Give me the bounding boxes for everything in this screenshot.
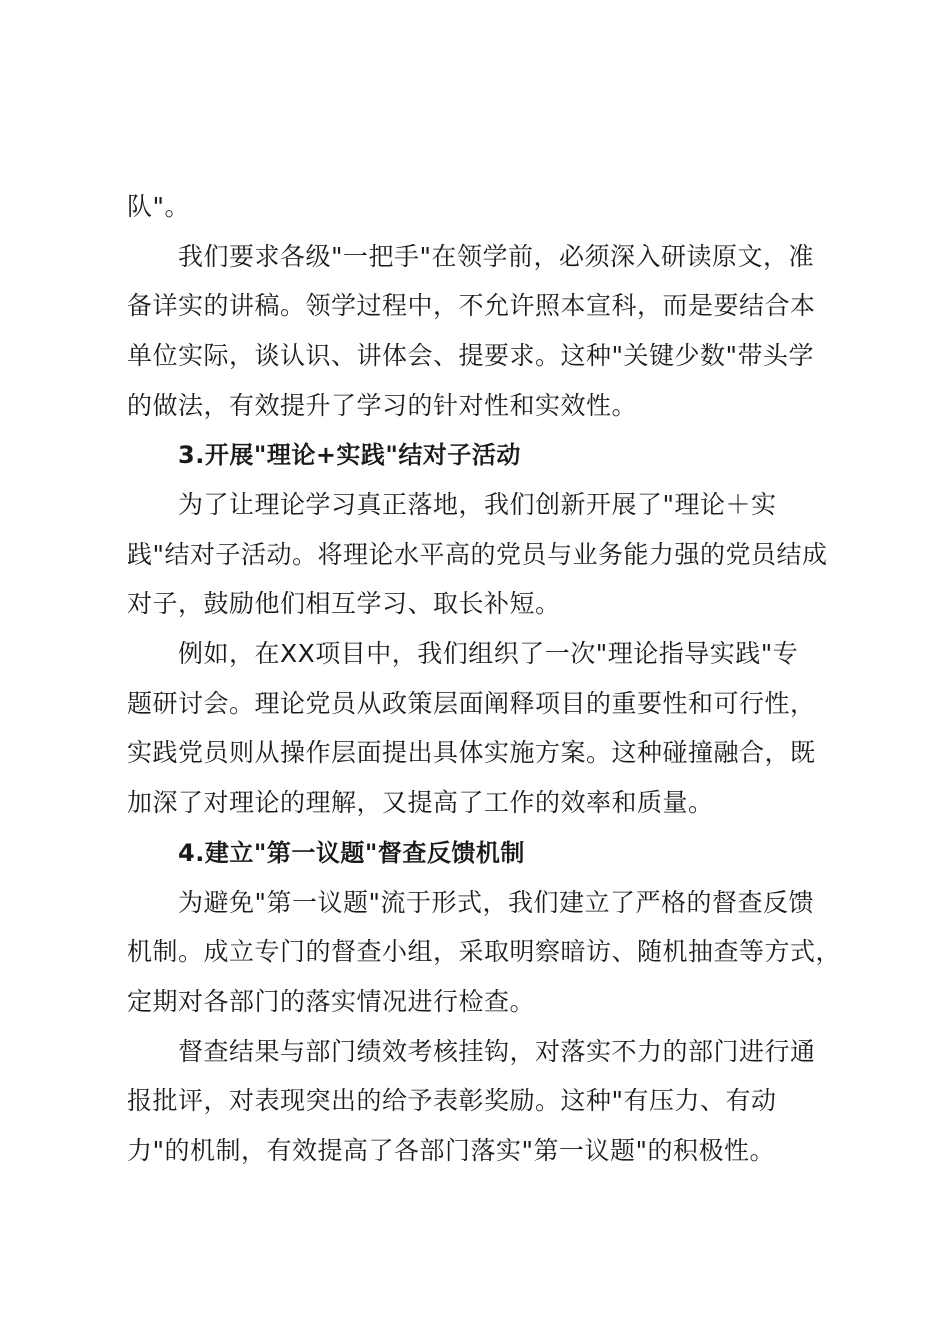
paragraph-line: 机制。成立专门的督查小组，采取明察暗访、随机抽查等方式，	[127, 937, 842, 966]
paragraph-line: 备详实的讲稿。领学过程中，不允许照本宣科，而是要结合本	[127, 291, 816, 320]
section-heading: 4.建立"第一议题"督查反馈机制	[178, 839, 525, 867]
paragraph-line: 督查结果与部门绩效考核挂钩，对落实不力的部门进行通	[178, 1037, 816, 1066]
paragraph-line: 报批评，对表现突出的给予表彰奖励。这种"有压力、有动	[127, 1086, 777, 1115]
paragraph-line: 为了让理论学习真正落地，我们创新开展了"理论＋实	[178, 490, 777, 519]
paragraph-line: 单位实际，谈认识、讲体会、提要求。这种"关键少数"带头学	[127, 341, 815, 370]
paragraph-line: 例如，在XX项目中，我们组织了一次"理论指导实践"专	[178, 639, 799, 668]
paragraph-line: 为避免"第一议题"流于形式，我们建立了严格的督查反馈	[178, 888, 815, 917]
paragraph-line: 实践党员则从操作层面提出具体实施方案。这种碰撞融合，既	[127, 738, 816, 767]
paragraph-line: 践"结对子活动。将理论水平高的党员与业务能力强的党员结成	[127, 540, 828, 569]
paragraph-line: 我们要求各级"一把手"在领学前，必须深入研读原文，准	[178, 242, 815, 271]
paragraph-line: 题研讨会。理论党员从政策层面阐释项目的重要性和可行性，	[127, 689, 816, 718]
paragraph-line: 队"。	[127, 192, 190, 221]
paragraph-line: 定期对各部门的落实情况进行检查。	[127, 987, 536, 1016]
paragraph-line: 加深了对理论的理解，又提高了工作的效率和质量。	[127, 788, 714, 817]
paragraph-line: 对子，鼓励他们相互学习、取长补短。	[127, 589, 561, 618]
paragraph-line: 力"的机制，有效提高了各部门落实"第一议题"的积极性。	[127, 1136, 775, 1165]
section-heading: 3.开展"理论+实践"结对子活动	[178, 441, 521, 469]
paragraph-line: 的做法，有效提升了学习的针对性和实效性。	[127, 391, 638, 420]
